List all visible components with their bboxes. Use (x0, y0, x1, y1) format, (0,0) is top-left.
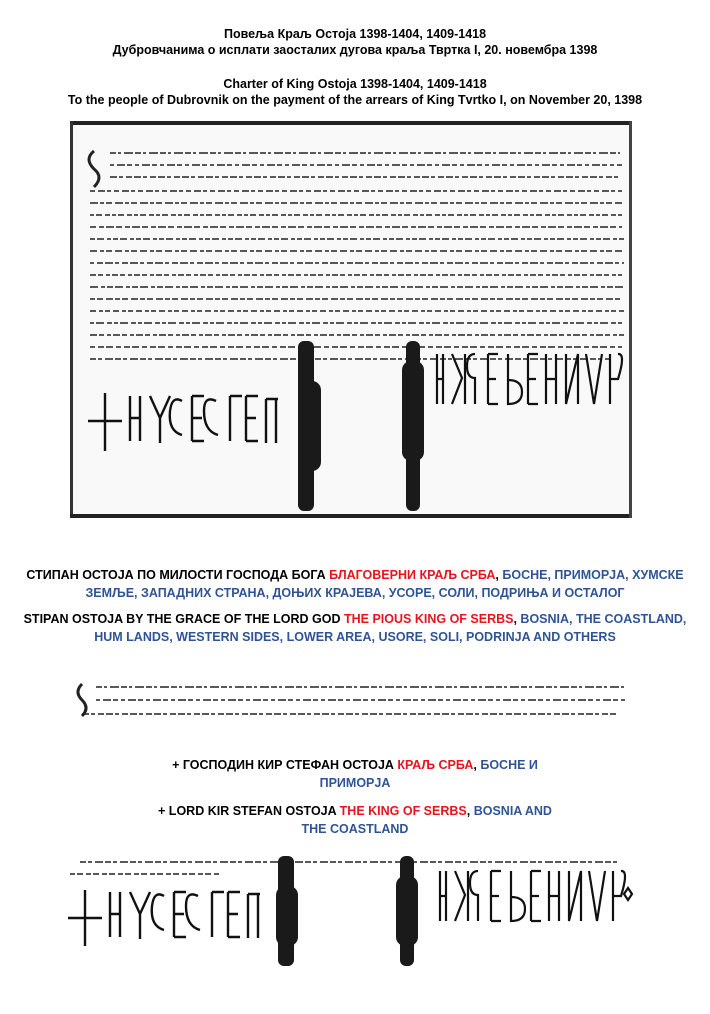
intitulatio-english (0, 610, 710, 646)
intitulatio-sr-part-a: СТИПАН ОСТОЈА ПО МИЛОСТИ ГОСПОДА БОГА (26, 568, 330, 582)
intitulatio-en-part-a: STIPAN OSTOJA BY THE GRACE OF THE LORD GOD (23, 612, 344, 626)
signature-en-comma: , (466, 804, 474, 818)
signature-sr-comma: , (473, 758, 481, 772)
intitulatio-en-comma: , (513, 612, 521, 626)
intitulatio-sr-lands: БОСНЕ, ПРИМОРЈА, ХУМСКЕ ЗЕМЉЕ, ЗАПАДНИХ СТРАНА, ДОЊИХ КРАЈЕВА, УСОРЕ, СОЛИ, ПОДРИЊА И ОСТАЛОГ (85, 568, 684, 600)
signature-en-king-title: THE KING OF SERBS (339, 804, 467, 818)
signature-serbian (150, 756, 560, 792)
intitulatio-sr-comma: , (495, 568, 503, 582)
signature-sr-king-title: КРАЉ СРБА (397, 758, 474, 772)
title-en-line1: Charter of King Ostoja 1398-1404, 1409-1418 (223, 77, 487, 91)
charter-full-drawing (70, 121, 632, 518)
intitulatio-en-lands: BOSNIA, THE COASTLAND, HUM LANDS, WESTERN SIDES, LOWER AREA, USORE, SOLI, PODRINJA AND OTHERS (94, 612, 687, 644)
header-english (0, 76, 710, 108)
charter-signature-detail (60, 856, 640, 966)
signature-english (150, 802, 560, 838)
signature-en-part-a: + LORD KIR STEFAN OSTOJA (158, 804, 340, 818)
intitulatio-detail-drawing (72, 676, 630, 722)
signature-detail-drawing (60, 856, 640, 966)
signature-en-lands: BOSNIA AND THE COASTLAND (301, 804, 552, 836)
intitulatio-sr-king-title: БЛАГОВЕРНИ КРАЉ СРБА (329, 568, 496, 582)
charter-intitulatio-detail (72, 676, 630, 722)
title-en-line2: To the people of Dubrovnik on the payment of the arrears of King Tvrtko I, on November 20, 1398 (67, 93, 643, 107)
header-serbian (0, 26, 710, 58)
intitulatio-serbian (0, 566, 710, 602)
title-sr-line2: Дубровчанима о исплати заосталих дугова краља Твртка I, 20. новембра 1398 (112, 43, 598, 57)
title-sr-line1: Повеља Краљ Остоја 1398-1404, 1409-1418 (223, 27, 487, 41)
signature-sr-part-a: + ГОСПОДИН КИР СТЕФАН ОСТОЈА (172, 758, 398, 772)
signature-sr-lands: БОСНЕ И ПРИМОРЈА (319, 758, 538, 790)
intitulatio-en-king-title: THE PIOUS KING OF SERBS (344, 612, 514, 626)
charter-full-image (70, 121, 632, 518)
